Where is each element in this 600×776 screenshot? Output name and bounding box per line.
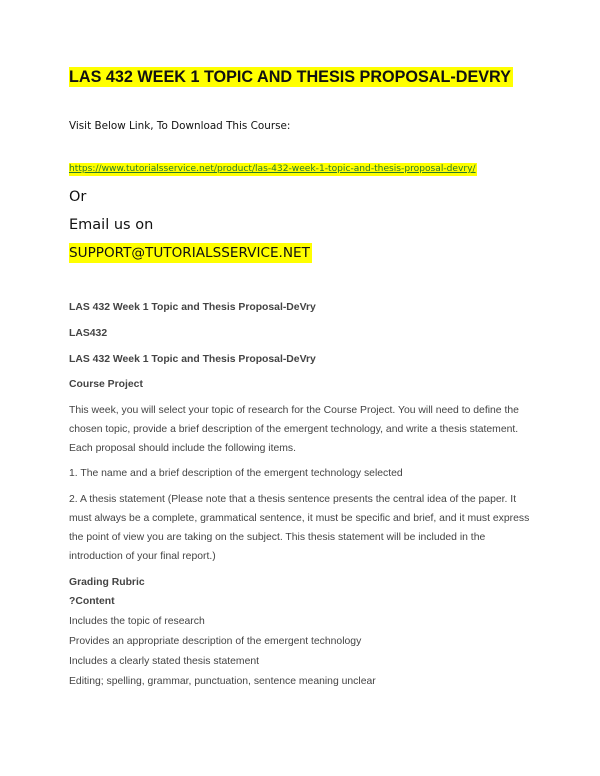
page-title-text: LAS 432 WEEK 1 TOPIC AND THESIS PROPOSAL-DEVRY [69, 68, 511, 86]
rubric-item: Editing; spelling, grammar, punctuation, sentence meaning unclear [69, 676, 376, 687]
grading-rubric-label: Grading Rubric [69, 577, 145, 588]
rubric-item: Provides an appropriate description of the emergent technology [69, 636, 362, 647]
course-download-link[interactable]: https://www.tutorialsservice.net/product/las-432-week-1-topic-and-thesis-proposal-devry/ [69, 164, 476, 174]
rubric-item: Includes the topic of research [69, 616, 205, 627]
content-label: ?Content [69, 596, 115, 607]
support-email[interactable]: SUPPORT@TUTORIALSSERVICE.NET [69, 245, 310, 261]
requirement-item-1: 1. The name and a brief description of the emergent technology selected [69, 468, 403, 479]
content-heading-2: LAS 432 Week 1 Topic and Thesis Proposal-DeVry [69, 354, 316, 365]
page-title [69, 67, 513, 87]
content-heading-1: LAS 432 Week 1 Topic and Thesis Proposal-DeVry [69, 302, 316, 313]
course-code: LAS432 [69, 328, 108, 339]
rubric-item: Includes a clearly stated thesis statement [69, 656, 260, 667]
intro-paragraph: This week, you will select your topic of research for the Course Project. You will need to define the chosen topic, provide a brief description of the emergent technology, and write a thesis statement. Each proposal should include the following items. [69, 405, 519, 454]
visit-instruction: Visit Below Link, To Download This Course: [69, 120, 291, 132]
or-separator: Or [69, 189, 87, 205]
course-project-label: Course Project [69, 379, 143, 390]
email-us-label: Email us on [69, 217, 154, 233]
requirement-item-2: 2. A thesis statement (Please note that a thesis sentence presents the central idea of the paper. It must always be a complete, grammatical sentence, it must be specific and brief, and it must express the point of view you are taking on the subject. This thesis statement will be included in the introduction of your final report.) [69, 494, 530, 562]
